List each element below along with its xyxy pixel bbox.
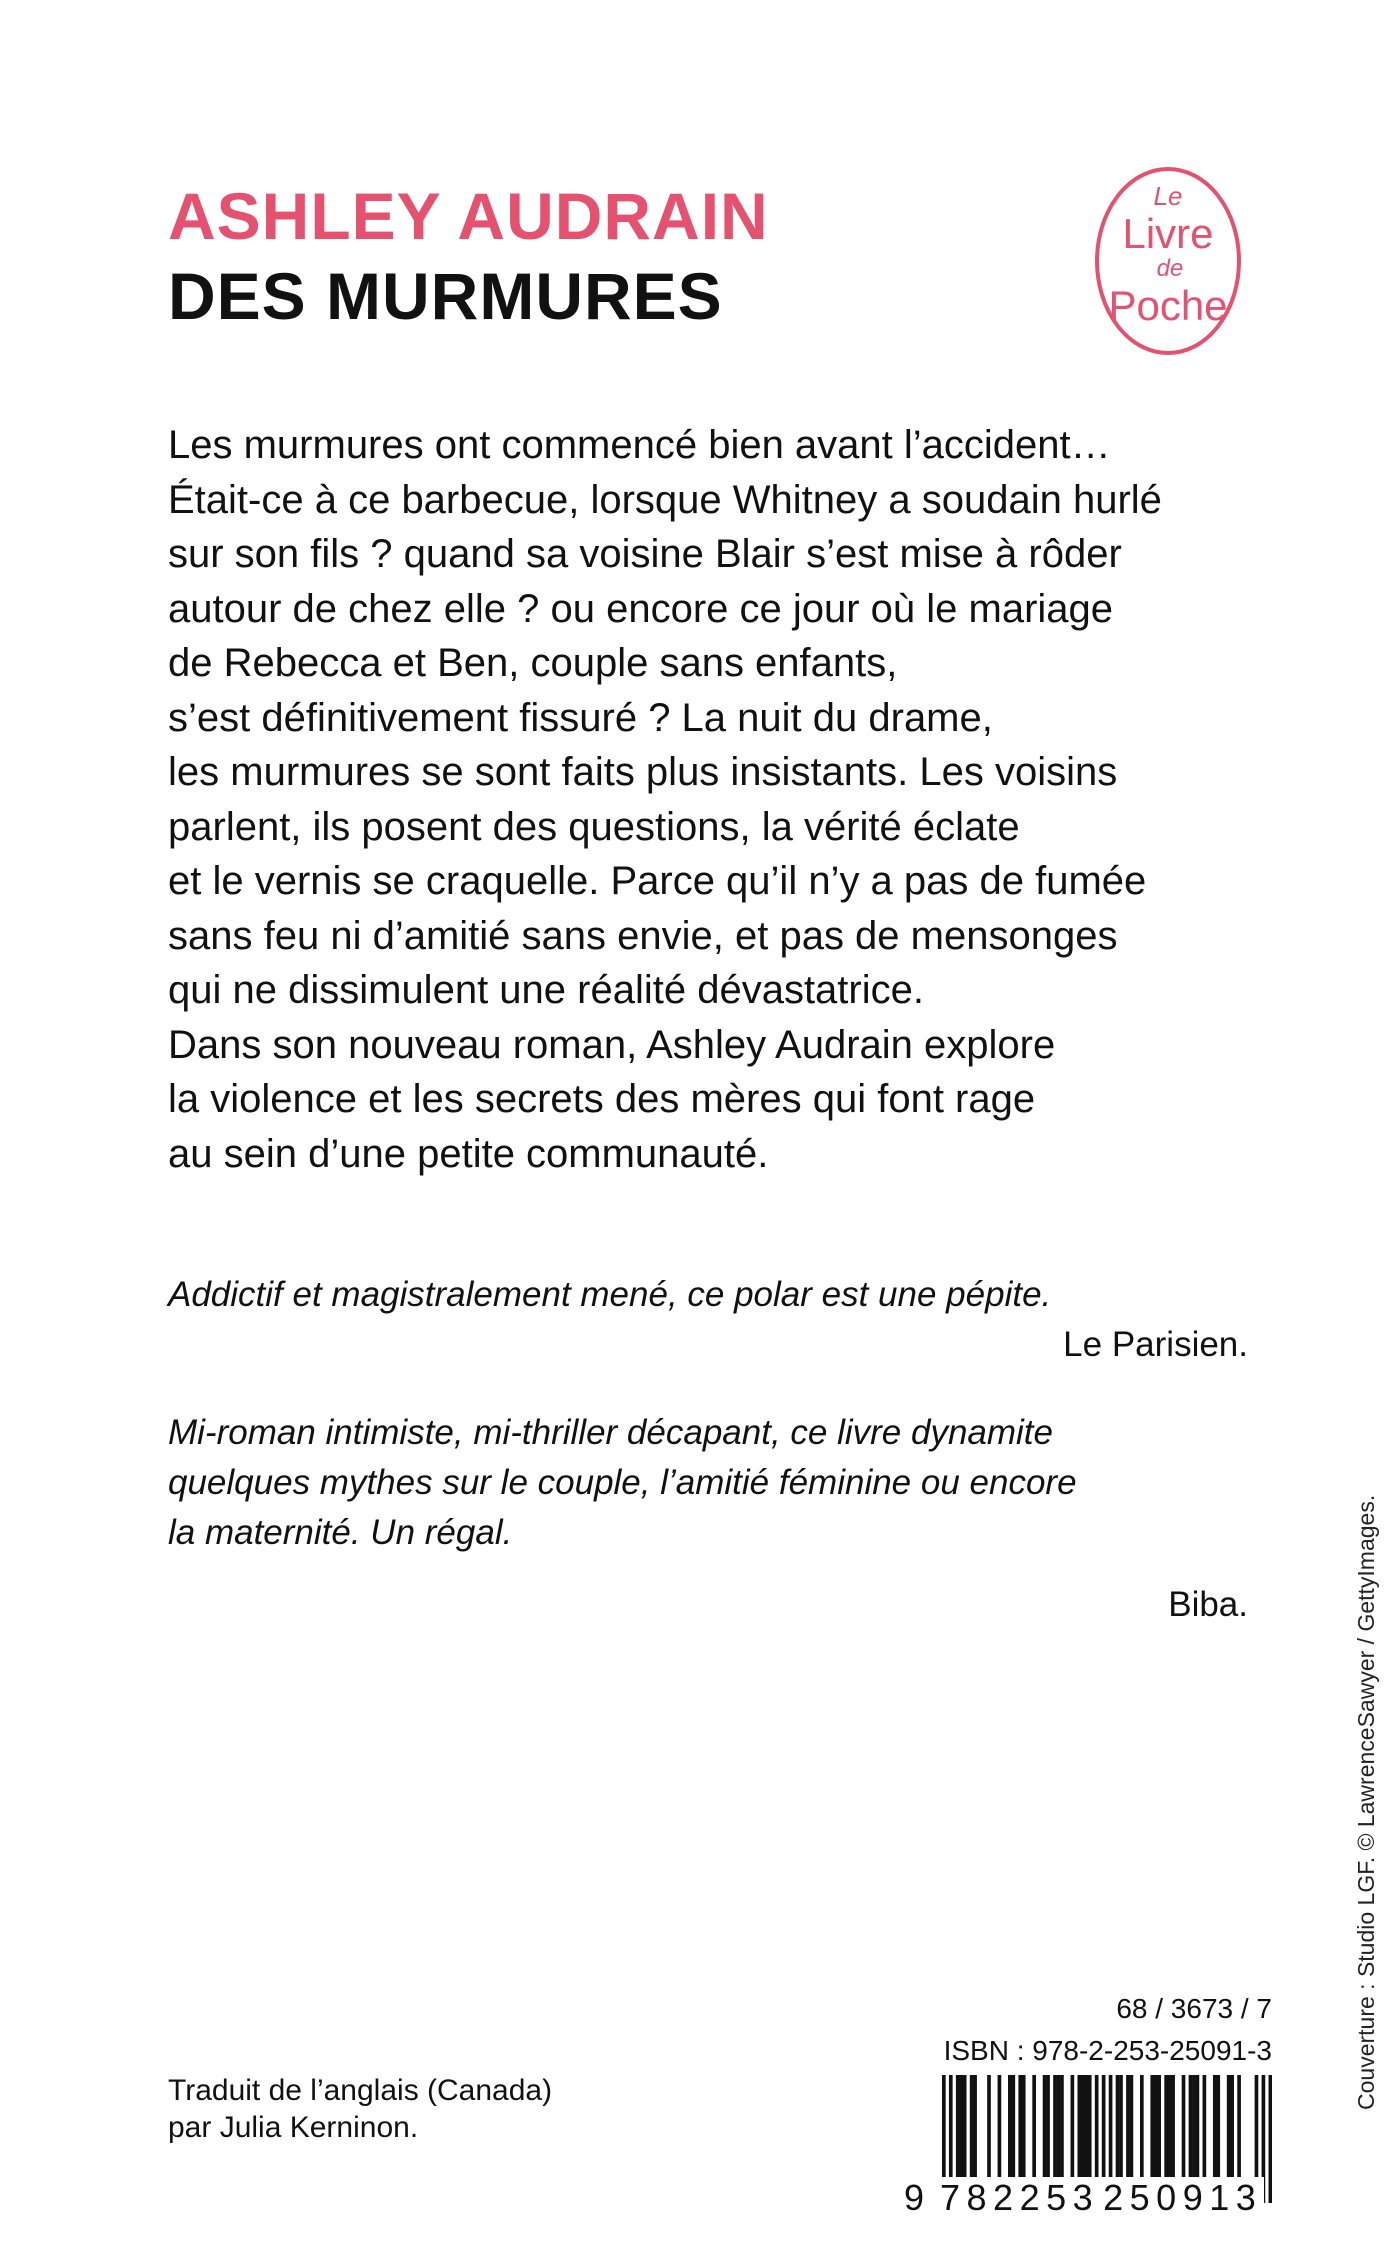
press-quote-le-parisien [168,1270,1248,1370]
catalog-number: 68 / 3673 / 7 [1116,1993,1272,2024]
le-livre-de-poche-logo [1093,165,1243,357]
barcode-bar [963,2075,967,2183]
quote-text: Mi-roman intimiste, mi-thriller décapant, ce livre dynamite [168,1413,1053,1452]
back-cover-blurb [168,418,1268,1181]
cover-credit: Couverture : Studio LGF. © LawrenceSawyer / GettyImages. [1353,1494,1379,2110]
barcode-bar [970,2075,974,2183]
blurb-line: sur son fils ? quand sa voisine Blair s’est mise à rôder [168,532,1122,576]
barcode-group-right: 250913 [1103,2177,1263,2218]
barcode-bar [959,2075,963,2183]
isbn-number: ISBN : 978-2-253-25091-3 [943,2035,1272,2066]
barcode-bar [1196,2075,1200,2183]
barcode-bar [1130,2075,1134,2183]
blurb-line: parlent, ils posent des questions, la vérité éclate [168,804,1020,849]
barcode-bar [1237,2075,1241,2183]
barcode-bar [1046,2075,1050,2183]
blurb-line: au sein d’une petite communauté. [168,1131,769,1176]
barcode-bar [956,2075,960,2183]
barcode-bar [1071,2075,1075,2183]
blurb-line: de Rebecca et Ben, couple sans enfants, [168,641,898,685]
barcode-bar [1022,2075,1026,2183]
logo-text-le: Le [1153,181,1183,211]
barcode-bar [1227,2075,1231,2183]
quote-text: la maternité. Un régal. [168,1513,513,1552]
blurb-line: sans feu ni d’amitié sans envie, et pas de mensonges [168,913,1118,958]
barcode-bar [1164,2075,1168,2183]
barcode-bar [1053,2075,1057,2183]
quote-source: Le Parisien. [1063,1325,1248,1364]
barcode-bar [1018,2075,1022,2183]
barcode-bar [1081,2075,1085,2183]
barcode-bar [1140,2075,1144,2183]
barcode-bar [1192,2075,1196,2183]
barcode-bar [1189,2075,1193,2183]
barcode-bar [1088,2075,1092,2183]
barcode-bar [1077,2075,1081,2183]
barcode-bar [1230,2075,1234,2183]
blurb-line: les murmures se sont faits plus insistants. Les voisins [168,750,1118,794]
blurb-line: qui ne dissimulent une réalité dévastatrice. [168,968,924,1012]
barcode-bar [1203,2075,1207,2183]
barcode-bar [1150,2075,1154,2183]
blurb-line: Était-ce à ce barbecue, lorsque Whitney a soudain hurlé [168,477,1162,522]
barcode-bar [1126,2075,1130,2183]
logo-text-livre: Livre [1122,210,1214,257]
author-name: ASHLEY AUDRAIN [168,179,769,253]
barcode-bar [1119,2075,1123,2183]
barcode-bar [1216,2075,1220,2183]
barcode [904,2075,1272,2225]
translation-credit [168,2072,552,2146]
barcode-bar [1008,2075,1012,2183]
quote-text: quelques mythes sur le couple, l’amitié féminine ou encore [168,1463,1077,1502]
translator-line: par Julia Kerninon. [168,2111,419,2144]
barcode-bar [1043,2075,1047,2183]
barcode-bar [1168,2075,1172,2183]
barcode-bar [1011,2075,1015,2183]
barcode-bar [1095,2075,1099,2183]
barcode-bar [998,2075,1002,2183]
barcode-bar [987,2075,991,2183]
barcode-bar [1060,2075,1064,2183]
barcode-bar [1116,2075,1120,2183]
blurb-line: s’est définitivement fissuré ? La nuit du drame, [168,695,993,740]
blurb-line: Les murmures ont commencé bien avant l’accident… [168,423,1111,467]
logo-text-poche: Poche [1108,282,1228,329]
press-quote-biba [168,1408,1248,1630]
quote-text: Addictif et magistralement mené, ce polar est une pépite. [168,1275,1052,1314]
translation-line: Traduit de l’anglais (Canada) [168,2074,553,2107]
barcode-digits [904,2177,1274,2219]
barcode-bar [1032,2075,1036,2183]
barcode-bar [1255,2075,1259,2183]
barcode-bar [973,2075,977,2183]
blurb-line: la violence et les secrets des mères qui font rage [168,1077,1036,1121]
barcode-bar [1182,2075,1186,2183]
barcode-bar [1084,2075,1088,2183]
barcode-group-left: 782253 [940,2177,1100,2218]
blurb-line: et le vernis se craquelle. Parce qu’il n’y a pas de fumée [168,859,1147,903]
barcode-bar [1171,2075,1175,2183]
blurb-line: Dans son nouveau roman, Ashley Audrain explore [168,1022,1056,1067]
book-title: DES MURMURES [168,259,723,333]
publication-codes [944,1988,1272,2072]
logo-text-de: de [1156,255,1184,282]
barcode-bar [1154,2075,1158,2183]
blurb-line: autour de chez elle ? ou encore ce jour où le mariage [168,586,1114,631]
barcode-bar [1213,2075,1217,2183]
quote-source: Biba. [1168,1585,1248,1624]
barcode-lead-digit: 9 [904,2177,931,2218]
barcode-bar [1157,2075,1161,2183]
barcode-bar [1057,2075,1061,2183]
